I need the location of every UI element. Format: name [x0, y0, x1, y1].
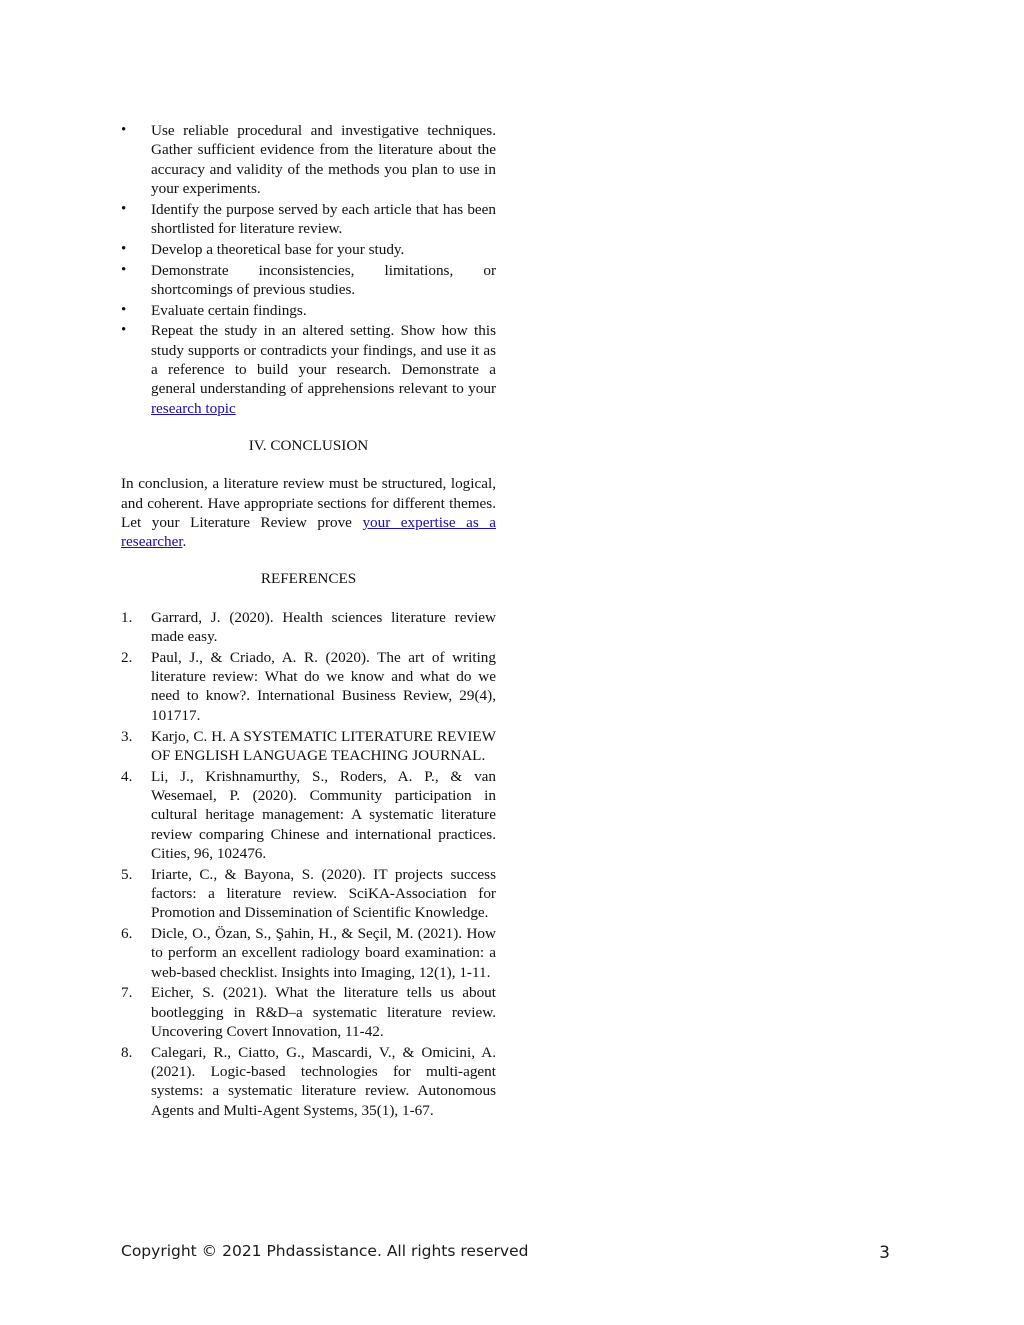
reference-number: 4.: [121, 767, 133, 785]
bullet-text: Evaluate certain findings.: [151, 301, 307, 319]
bullet-icon: •: [121, 122, 127, 138]
reference-number: 5.: [121, 865, 133, 883]
page-number: 3: [879, 1243, 890, 1263]
reference-number: 2.: [121, 648, 133, 666]
copyright-text: Copyright © 2021 Phdassistance. All rights reserved: [121, 1242, 529, 1260]
conclusion-heading: IV. CONCLUSION: [248, 436, 369, 454]
bullet-item: [121, 200, 496, 239]
expertise-link[interactable]: your expertise as a researcher: [121, 513, 496, 551]
reference-text: Karjo, C. H. A SYSTEMATIC LITERATURE REVIEW OF ENGLISH LANGUAGE TEACHING JOURNAL.: [151, 727, 496, 764]
bullet-list: [121, 121, 496, 418]
bullet-text: Repeat the study in an altered setting. Show how this study supports or contradicts your findings, and use it as a reference to build your research. Demonstrate a general understanding of apprehensions relevant to your: [151, 322, 496, 398]
page-footer: [121, 1242, 890, 1263]
reference-number: 3.: [121, 727, 133, 745]
reference-item: [121, 727, 496, 766]
reference-text: Calegari, R., Ciatto, G., Mascardi, V., & Omicini, A. (2021). Logic-based technologies for multi-agent systems: a systematic literature review. Autonomous Agents and Multi-Agent Systems, 35(1), 1-67.: [151, 1043, 496, 1119]
reference-number: 7.: [121, 984, 133, 1002]
bullet-icon: •: [121, 322, 127, 339]
reference-item: [121, 648, 496, 725]
text-column: [121, 121, 496, 1121]
conclusion-paragraph: [121, 474, 496, 551]
reference-number: 8.: [121, 1043, 133, 1061]
reference-item: [121, 1043, 496, 1120]
conclusion-end: .: [182, 533, 187, 551]
reference-text: Eicher, S. (2021). What the literature tells us about bootlegging in R&D–a systematic literature review. Uncovering Covert Innovation, 11-42.: [151, 984, 496, 1040]
reference-item: [121, 767, 496, 863]
reference-item: [121, 865, 496, 923]
reference-text: Iriarte, C., & Bayona, S. (2020). IT projects success factors: a literature review. SciKA-Association for Promotion and Dissemination of Scientific Knowledge.: [151, 865, 496, 922]
reference-number: 6.: [121, 924, 133, 942]
reference-item: [121, 983, 496, 1041]
reference-text: Garrard, J. (2020). Health sciences literature review made easy.: [151, 608, 496, 646]
bullet-icon: •: [121, 200, 127, 217]
bullet-text: Demonstrate inconsistencies, limitations, or shortcomings of previous studies.: [151, 261, 496, 298]
bullet-item: [121, 240, 496, 259]
reference-text: Paul, J., & Criado, A. R. (2020). The art of writing literature review: What do we know and what do we need to know?. International Business Review, 29(4), 101717.: [151, 648, 496, 724]
reference-item: [121, 608, 496, 647]
bullet-item: [121, 301, 496, 320]
conclusion-text: In conclusion, a literature review must be structured, logical, and coherent. Have appropriate sections for different themes. Let your Literature Review prove: [121, 475, 496, 531]
bullet-text: Identify the purpose served by each article that has been shortlisted for literature review.: [151, 200, 496, 237]
bullet-text: Use reliable procedural and investigative techniques. Gather sufficient evidence from the literature about the accuracy and validity of the methods you plan to use in your experiments.: [151, 122, 496, 197]
reference-item: [121, 924, 496, 982]
bullet-icon: •: [121, 240, 127, 257]
references-list: [121, 608, 496, 1120]
bullet-item: [121, 121, 496, 198]
reference-text: Li, J., Krishnamurthy, S., Roders, A. P., & van Wesemael, P. (2020). Community participation in cultural heritage management: A systematic literature review comparing Chinese and international practices. Cities, 96, 102476.: [151, 767, 496, 862]
bullet-item: [121, 261, 496, 300]
bullet-item: [121, 321, 496, 417]
references-heading: REFERENCES: [260, 570, 357, 588]
bullet-icon: •: [121, 261, 127, 278]
reference-number: 1.: [121, 608, 133, 626]
bullet-icon: •: [121, 301, 127, 318]
bullet-text: Develop a theoretical base for your study.: [151, 240, 405, 258]
reference-text: Dicle, O., Özan, S., Şahin, H., & Seçil, M. (2021). How to perform an excellent radiology board examination: a web-based checklist. Insights into Imaging, 12(1), 1-11.: [151, 924, 496, 981]
research-topic-link[interactable]: research topic: [151, 399, 236, 417]
